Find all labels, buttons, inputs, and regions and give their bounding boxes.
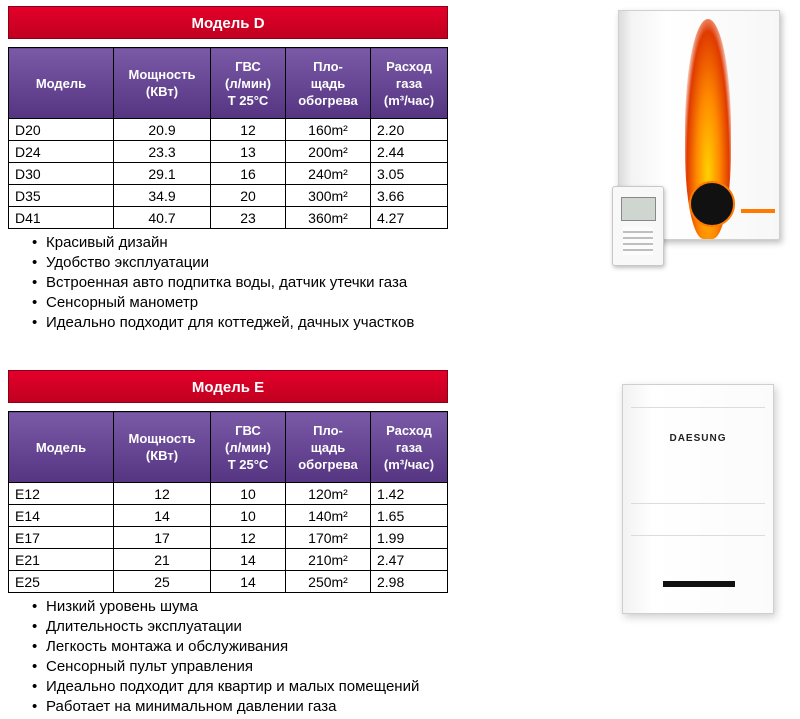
list-item: • Сенсорный пульт управления bbox=[32, 657, 448, 677]
remote-control-image bbox=[612, 186, 664, 266]
table-row bbox=[9, 549, 448, 571]
cell-power: 29.1 bbox=[114, 163, 211, 185]
list-item: • Легкость монтажа и обслуживания bbox=[32, 637, 448, 657]
control-panel bbox=[663, 581, 735, 587]
cell-area: 250m² bbox=[286, 571, 371, 593]
header-model: Модель bbox=[9, 412, 114, 483]
cell-area: 210m² bbox=[286, 549, 371, 571]
table-row bbox=[9, 571, 448, 593]
brand-logo: DAESUNG bbox=[669, 433, 727, 444]
cell-dhw: 12 bbox=[211, 119, 286, 141]
list-item: • Идеально подходит для квартир и малых помещений bbox=[32, 677, 448, 697]
cell-dhw: 14 bbox=[211, 549, 286, 571]
cell-model: E12 bbox=[9, 483, 114, 505]
cell-dhw: 10 bbox=[211, 483, 286, 505]
header-gas: Расход газа (m³/час) bbox=[371, 412, 448, 483]
cell-area: 300m² bbox=[286, 185, 371, 207]
cell-power: 17 bbox=[114, 527, 211, 549]
cell-dhw: 14 bbox=[211, 571, 286, 593]
model-e-section bbox=[8, 370, 448, 717]
table-row bbox=[9, 527, 448, 549]
cell-model: E17 bbox=[9, 527, 114, 549]
cell-power: 25 bbox=[114, 571, 211, 593]
cell-dhw: 10 bbox=[211, 505, 286, 527]
table-header-row bbox=[9, 48, 448, 119]
list-item: • Длительность эксплуатации bbox=[32, 617, 448, 637]
cell-model: D41 bbox=[9, 207, 114, 229]
list-item: • Сенсорный манометр bbox=[32, 293, 448, 313]
cell-gas: 2.20 bbox=[371, 119, 448, 141]
table-row bbox=[9, 207, 448, 229]
table-row bbox=[9, 483, 448, 505]
cell-power: 34.9 bbox=[114, 185, 211, 207]
cell-gas: 2.98 bbox=[371, 571, 448, 593]
panel-line bbox=[631, 407, 765, 408]
header-power: Мощность (КВт) bbox=[114, 412, 211, 483]
cell-dhw: 16 bbox=[211, 163, 286, 185]
model-e-features bbox=[8, 597, 448, 717]
cell-area: 360m² bbox=[286, 207, 371, 229]
header-model: Модель bbox=[9, 48, 114, 119]
header-power: Мощность (КВт) bbox=[114, 48, 211, 119]
header-gas: Расход газа (m³/час) bbox=[371, 48, 448, 119]
remote-screen bbox=[621, 197, 656, 221]
table-row bbox=[9, 119, 448, 141]
cell-area: 140m² bbox=[286, 505, 371, 527]
model-d-section bbox=[8, 6, 448, 333]
panel-line bbox=[631, 503, 765, 504]
cell-area: 240m² bbox=[286, 163, 371, 185]
header-dhw: ГВС (л/мин) Т 25°С bbox=[211, 48, 286, 119]
cell-area: 170m² bbox=[286, 527, 371, 549]
cell-dhw: 20 bbox=[211, 185, 286, 207]
table-row bbox=[9, 505, 448, 527]
cell-model: D20 bbox=[9, 119, 114, 141]
table-row bbox=[9, 185, 448, 207]
panel-line bbox=[631, 535, 765, 536]
cell-area: 200m² bbox=[286, 141, 371, 163]
table-row bbox=[9, 163, 448, 185]
cell-power: 14 bbox=[114, 505, 211, 527]
model-e-table bbox=[8, 411, 448, 593]
cell-dhw: 12 bbox=[211, 527, 286, 549]
boiler-display-dial bbox=[689, 181, 735, 227]
model-d-features bbox=[8, 233, 448, 333]
cell-model: E25 bbox=[9, 571, 114, 593]
cell-dhw: 23 bbox=[211, 207, 286, 229]
cell-gas: 2.44 bbox=[371, 141, 448, 163]
table-header-row bbox=[9, 412, 448, 483]
cell-model: E14 bbox=[9, 505, 114, 527]
cell-gas: 3.05 bbox=[371, 163, 448, 185]
cell-model: D30 bbox=[9, 163, 114, 185]
cell-area: 120m² bbox=[286, 483, 371, 505]
list-item: • Красивый дизайн bbox=[32, 233, 448, 253]
cell-power: 12 bbox=[114, 483, 211, 505]
list-item: • Работает на минимальном давлении газа bbox=[32, 697, 448, 717]
cell-model: E21 bbox=[9, 549, 114, 571]
cell-model: D24 bbox=[9, 141, 114, 163]
cell-gas: 2.47 bbox=[371, 549, 448, 571]
table-row bbox=[9, 141, 448, 163]
cell-gas: 1.99 bbox=[371, 527, 448, 549]
cell-gas: 1.42 bbox=[371, 483, 448, 505]
list-item: • Идеально подходит для коттеджей, дачных участков bbox=[32, 313, 448, 333]
list-item: • Низкий уровень шума bbox=[32, 597, 448, 617]
boiler-e-image bbox=[622, 384, 774, 614]
header-area: Пло- щадь обогрева bbox=[286, 48, 371, 119]
cell-gas: 1.65 bbox=[371, 505, 448, 527]
cell-power: 23.3 bbox=[114, 141, 211, 163]
model-d-table bbox=[8, 47, 448, 229]
model-e-title: Модель Е bbox=[8, 370, 448, 403]
header-area: Пло- щадь обогрева bbox=[286, 412, 371, 483]
list-item: • Удобство эксплуатации bbox=[32, 253, 448, 273]
accent-strip bbox=[741, 209, 775, 213]
cell-gas: 3.66 bbox=[371, 185, 448, 207]
cell-power: 20.9 bbox=[114, 119, 211, 141]
model-d-title: Модель D bbox=[8, 6, 448, 39]
cell-model: D35 bbox=[9, 185, 114, 207]
list-item: • Встроенная авто подпитка воды, датчик утечки газа bbox=[32, 273, 448, 293]
header-dhw: ГВС (л/мин) Т 25°С bbox=[211, 412, 286, 483]
cell-power: 40.7 bbox=[114, 207, 211, 229]
remote-buttons bbox=[623, 227, 653, 255]
cell-dhw: 13 bbox=[211, 141, 286, 163]
cell-area: 160m² bbox=[286, 119, 371, 141]
cell-gas: 4.27 bbox=[371, 207, 448, 229]
cell-power: 21 bbox=[114, 549, 211, 571]
